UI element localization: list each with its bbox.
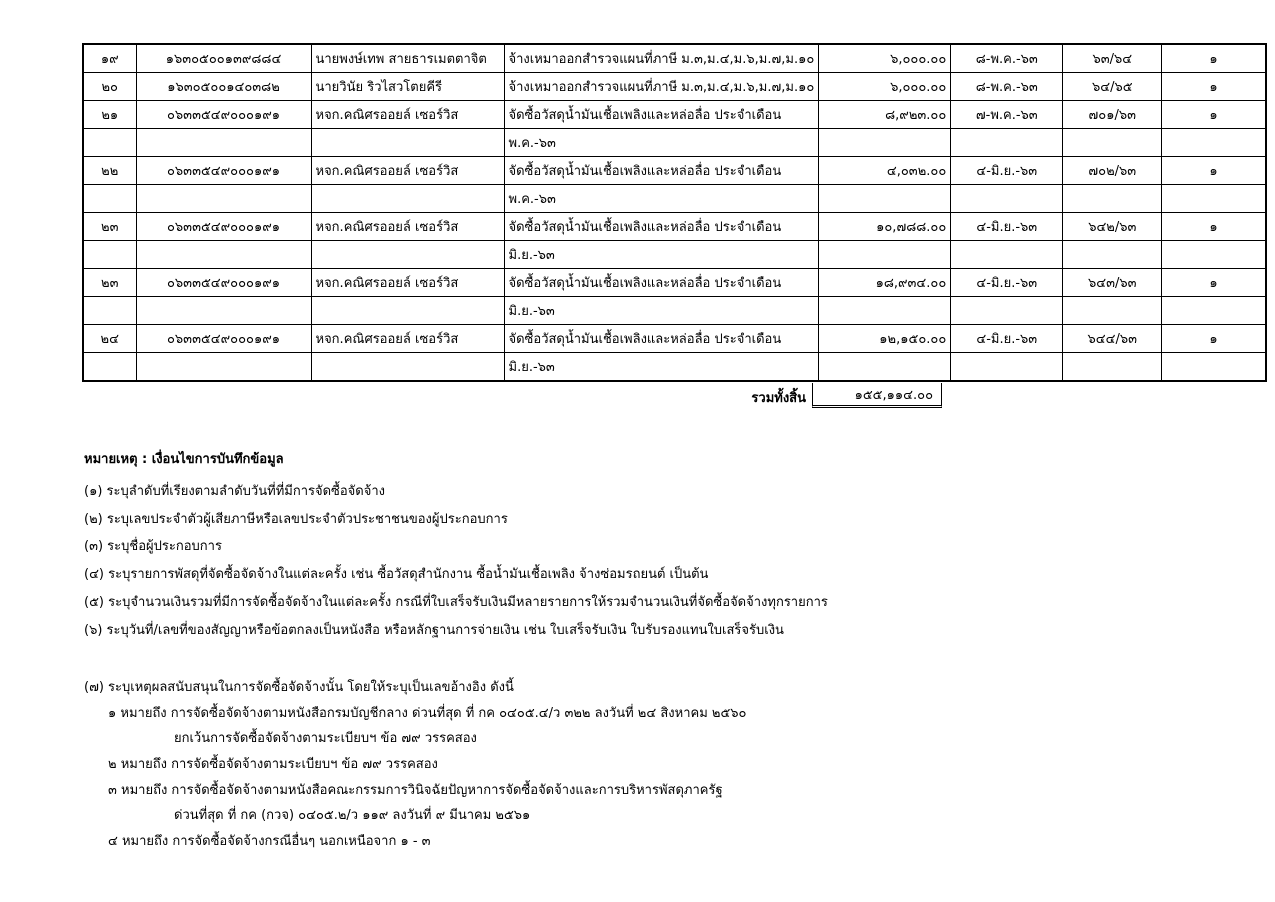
cell-item: พ.ค.-๖๓ bbox=[504, 129, 819, 157]
cell-date: ๔-มิ.ย.-๖๓ bbox=[951, 157, 1063, 185]
cell-number bbox=[83, 185, 136, 213]
cell-item: มิ.ย.-๖๓ bbox=[504, 353, 819, 382]
cell-tax-id: ๐๖๓๓๕๔๙๐๐๐๑๙๑ bbox=[136, 213, 311, 241]
cell-reason-code: ๑ bbox=[1162, 73, 1266, 101]
cell-reference: ๗๐๑/๖๓ bbox=[1063, 101, 1162, 129]
cell-date bbox=[951, 353, 1063, 382]
cell-item: จัดซื้อวัสดุน้ำมันเชื้อเพลิงและหล่อลื่อ ประจำเดือน bbox=[504, 213, 819, 241]
table-row bbox=[83, 129, 1266, 157]
cell-reference: ๖๔๓/๖๓ bbox=[1063, 269, 1162, 297]
cell-tax-id: ๐๖๓๓๕๔๙๐๐๐๑๙๑ bbox=[136, 269, 311, 297]
cell-reason-code bbox=[1162, 353, 1266, 382]
cell-amount: ๑๐,๗๘๘.๐๐ bbox=[819, 213, 951, 241]
cell-number: ๒๓ bbox=[83, 269, 136, 297]
cell-amount bbox=[819, 297, 951, 325]
cell-tax-id: ๐๖๓๓๕๔๙๐๐๐๑๙๑ bbox=[136, 101, 311, 129]
cell-reference: ๖๔/๖๕ bbox=[1063, 73, 1162, 101]
cell-amount bbox=[819, 353, 951, 382]
cell-reference bbox=[1063, 241, 1162, 269]
cell-reference bbox=[1063, 297, 1162, 325]
note-line: ยกเว้นการจัดซื้อจัดจ้างตามระเบียบฯ ข้อ ๗๙ วรรคสอง bbox=[174, 731, 477, 746]
cell-number: ๑๙ bbox=[83, 44, 136, 73]
cell-number: ๒๑ bbox=[83, 101, 136, 129]
cell-amount: ๑๘,๙๓๔.๐๐ bbox=[819, 269, 951, 297]
cell-amount bbox=[819, 129, 951, 157]
cell-date: ๗-พ.ค.-๖๓ bbox=[951, 101, 1063, 129]
table-row bbox=[83, 185, 1266, 213]
cell-tax-id: ๑๖๓๐๕๐๐๑๔๐๓๘๒ bbox=[136, 73, 311, 101]
cell-tax-id bbox=[136, 241, 311, 269]
cell-number bbox=[83, 297, 136, 325]
cell-reference bbox=[1063, 129, 1162, 157]
note-line: (๑) ระบุลำดับที่เรียงตามลำดับวันที่ที่มีการจัดซื้อจัดจ้าง bbox=[84, 484, 385, 499]
cell-reason-code: ๑ bbox=[1162, 157, 1266, 185]
cell-amount: ๖,๐๐๐.๐๐ bbox=[819, 73, 951, 101]
cell-date bbox=[951, 297, 1063, 325]
cell-tax-id bbox=[136, 185, 311, 213]
cell-tax-id: ๐๖๓๓๕๔๙๐๐๐๑๙๑ bbox=[136, 325, 311, 353]
cell-date bbox=[951, 185, 1063, 213]
cell-vendor bbox=[311, 297, 504, 325]
total-value: ๑๕๕,๑๑๔.๐๐ bbox=[812, 383, 942, 408]
procurement-table bbox=[82, 43, 1267, 382]
cell-date: ๔-มิ.ย.-๖๓ bbox=[951, 213, 1063, 241]
cell-vendor: หจก.คณิศรออยล์ เซอร์วิส bbox=[311, 101, 504, 129]
cell-amount: ๖,๐๐๐.๐๐ bbox=[819, 44, 951, 73]
note-line: (๗) ระบุเหตุผลสนับสนุนในการจัดซื้อจัดจ้างนั้น โดยให้ระบุเป็นเลขอ้างอิง ดังนี้ bbox=[84, 680, 514, 695]
cell-tax-id: ๑๖๓๐๕๐๐๑๓๙๘๘๔ bbox=[136, 44, 311, 73]
cell-date bbox=[951, 129, 1063, 157]
cell-reason-code bbox=[1162, 185, 1266, 213]
cell-vendor: หจก.คณิศรออยล์ เซอร์วิส bbox=[311, 325, 504, 353]
cell-reason-code bbox=[1162, 129, 1266, 157]
cell-vendor bbox=[311, 129, 504, 157]
cell-reason-code: ๑ bbox=[1162, 325, 1266, 353]
cell-vendor: นายวินัย ริวไสวโตยคีรี bbox=[311, 73, 504, 101]
note-line: ๓ หมายถึง การจัดซื้อจัดจ้างตามหนังสือคณะกรรมการวินิจฉัยปัญหาการจัดซื้อจัดจ้างและการบริหารพัสดุภาครัฐ bbox=[108, 783, 723, 798]
table-row bbox=[83, 269, 1266, 297]
cell-tax-id bbox=[136, 129, 311, 157]
cell-amount bbox=[819, 241, 951, 269]
note-line: (๔) ระบุรายการพัสดุที่จัดซื้อจัดจ้างในแต่ละครั้ง เช่น ซื้อวัสดุสำนักงาน ซื้อน้ำมันเชื้อเพลิง จ้างซ่อมรถยนต์ เป็นต้น bbox=[84, 567, 709, 582]
table-row bbox=[83, 157, 1266, 185]
cell-number bbox=[83, 353, 136, 382]
cell-number: ๒๒ bbox=[83, 157, 136, 185]
cell-reference: ๗๐๒/๖๓ bbox=[1063, 157, 1162, 185]
cell-tax-id bbox=[136, 353, 311, 382]
cell-number: ๒๐ bbox=[83, 73, 136, 101]
cell-vendor bbox=[311, 241, 504, 269]
note-line: (๕) ระบุจำนวนเงินรวมที่มีการจัดซื้อจัดจ้างในแต่ละครั้ง กรณีที่ใบเสร็จรับเงินมีหลายรายการให้รวมจำนวนเงินที่จัดซื้อจัดจ้างทุกรายการ bbox=[84, 595, 828, 610]
cell-amount bbox=[819, 185, 951, 213]
cell-date: ๘-พ.ค.-๖๓ bbox=[951, 44, 1063, 73]
cell-amount: ๔,๐๓๒.๐๐ bbox=[819, 157, 951, 185]
cell-reference: ๖๔๔/๖๓ bbox=[1063, 325, 1162, 353]
table-row bbox=[83, 44, 1266, 73]
cell-number bbox=[83, 241, 136, 269]
cell-item: จัดซื้อวัสดุน้ำมันเชื้อเพลิงและหล่อลื่อ ประจำเดือน bbox=[504, 325, 819, 353]
table-row bbox=[83, 213, 1266, 241]
table-row bbox=[83, 101, 1266, 129]
cell-tax-id: ๐๖๓๓๕๔๙๐๐๐๑๙๑ bbox=[136, 157, 311, 185]
cell-item: จ้างเหมาออกสำรวจแผนที่ภาษี ม.๓,ม.๔,ม.๖,ม.๗,ม.๑๐ bbox=[504, 44, 819, 73]
cell-date: ๘-พ.ค.-๖๓ bbox=[951, 73, 1063, 101]
table-row bbox=[83, 325, 1266, 353]
cell-item: จัดซื้อวัสดุน้ำมันเชื้อเพลิงและหล่อลื่อ ประจำเดือน bbox=[504, 157, 819, 185]
cell-reference bbox=[1063, 353, 1162, 382]
cell-vendor bbox=[311, 353, 504, 382]
cell-vendor: หจก.คณิศรออยล์ เซอร์วิส bbox=[311, 213, 504, 241]
cell-tax-id bbox=[136, 297, 311, 325]
note-line: (๖) ระบุวันที่/เลขที่ของสัญญาหรือข้อตกลงเป็นหนังสือ หรือหลักฐานการจ่ายเงิน เช่น ใบเสร็จรับเงิน ใบรับรองแทนใบเสร็จรับเงิน bbox=[84, 623, 784, 638]
cell-amount: ๑๒,๑๕๐.๐๐ bbox=[819, 325, 951, 353]
cell-item: จัดซื้อวัสดุน้ำมันเชื้อเพลิงและหล่อลื่อ ประจำเดือน bbox=[504, 101, 819, 129]
note-line: ๑ หมายถึง การจัดซื้อจัดจ้างตามหนังสือกรมบัญชีกลาง ด่วนที่สุด ที่ กค ๐๔๐๕.๔/ว ๓๒๒ ลงวันที่ ๒๔ สิงหาคม ๒๕๖๐ bbox=[108, 706, 747, 721]
cell-vendor: หจก.คณิศรออยล์ เซอร์วิส bbox=[311, 157, 504, 185]
table-row bbox=[83, 241, 1266, 269]
cell-item: มิ.ย.-๖๓ bbox=[504, 241, 819, 269]
total-label: รวมทั้งสิ้น bbox=[751, 391, 806, 406]
table-row bbox=[83, 73, 1266, 101]
cell-date: ๔-มิ.ย.-๖๓ bbox=[951, 325, 1063, 353]
cell-reference: ๖๔๒/๖๓ bbox=[1063, 213, 1162, 241]
note-line: ๔ หมายถึง การจัดซื้อจัดจ้างกรณีอื่นๆ นอกเหนือจาก ๑ - ๓ bbox=[108, 834, 431, 849]
table-row bbox=[83, 297, 1266, 325]
cell-number: ๒๓ bbox=[83, 213, 136, 241]
cell-reason-code: ๑ bbox=[1162, 44, 1266, 73]
cell-date: ๔-มิ.ย.-๖๓ bbox=[951, 269, 1063, 297]
note-line: (๒) ระบุเลขประจำตัวผู้เสียภาษีหรือเลขประจำตัวประชาชนของผู้ประกอบการ bbox=[84, 512, 508, 527]
cell-item: จ้างเหมาออกสำรวจแผนที่ภาษี ม.๓,ม.๔,ม.๖,ม.๗,ม.๑๐ bbox=[504, 73, 819, 101]
cell-number: ๒๔ bbox=[83, 325, 136, 353]
cell-amount: ๘,๙๒๓.๐๐ bbox=[819, 101, 951, 129]
cell-reason-code: ๑ bbox=[1162, 269, 1266, 297]
note-line: ด่วนที่สุด ที่ กค (กวจ) ๐๔๐๕.๒/ว ๑๑๙ ลงวันที่ ๙ มีนาคม ๒๕๖๑ bbox=[174, 808, 531, 823]
cell-reason-code bbox=[1162, 297, 1266, 325]
cell-reference bbox=[1063, 185, 1162, 213]
cell-reason-code: ๑ bbox=[1162, 101, 1266, 129]
cell-vendor: นายพงษ์เทพ สายธารเมตตาจิต bbox=[311, 44, 504, 73]
cell-number bbox=[83, 129, 136, 157]
cell-date bbox=[951, 241, 1063, 269]
cell-item: พ.ค.-๖๓ bbox=[504, 185, 819, 213]
cell-item: มิ.ย.-๖๓ bbox=[504, 297, 819, 325]
cell-reason-code: ๑ bbox=[1162, 213, 1266, 241]
notes-header: หมายเหตุ : เงื่อนไขการบันทึกข้อมูล bbox=[84, 452, 284, 467]
cell-vendor: หจก.คณิศรออยล์ เซอร์วิส bbox=[311, 269, 504, 297]
note-line: ๒ หมายถึง การจัดซื้อจัดจ้างตามระเบียบฯ ข้อ ๗๙ วรรคสอง bbox=[108, 757, 438, 772]
note-line: (๓) ระบุชื่อผู้ประกอบการ bbox=[84, 539, 222, 554]
cell-reference: ๖๓/๖๔ bbox=[1063, 44, 1162, 73]
table-row bbox=[83, 353, 1266, 382]
cell-vendor bbox=[311, 185, 504, 213]
cell-item: จัดซื้อวัสดุน้ำมันเชื้อเพลิงและหล่อลื่อ ประจำเดือน bbox=[504, 269, 819, 297]
cell-reason-code bbox=[1162, 241, 1266, 269]
